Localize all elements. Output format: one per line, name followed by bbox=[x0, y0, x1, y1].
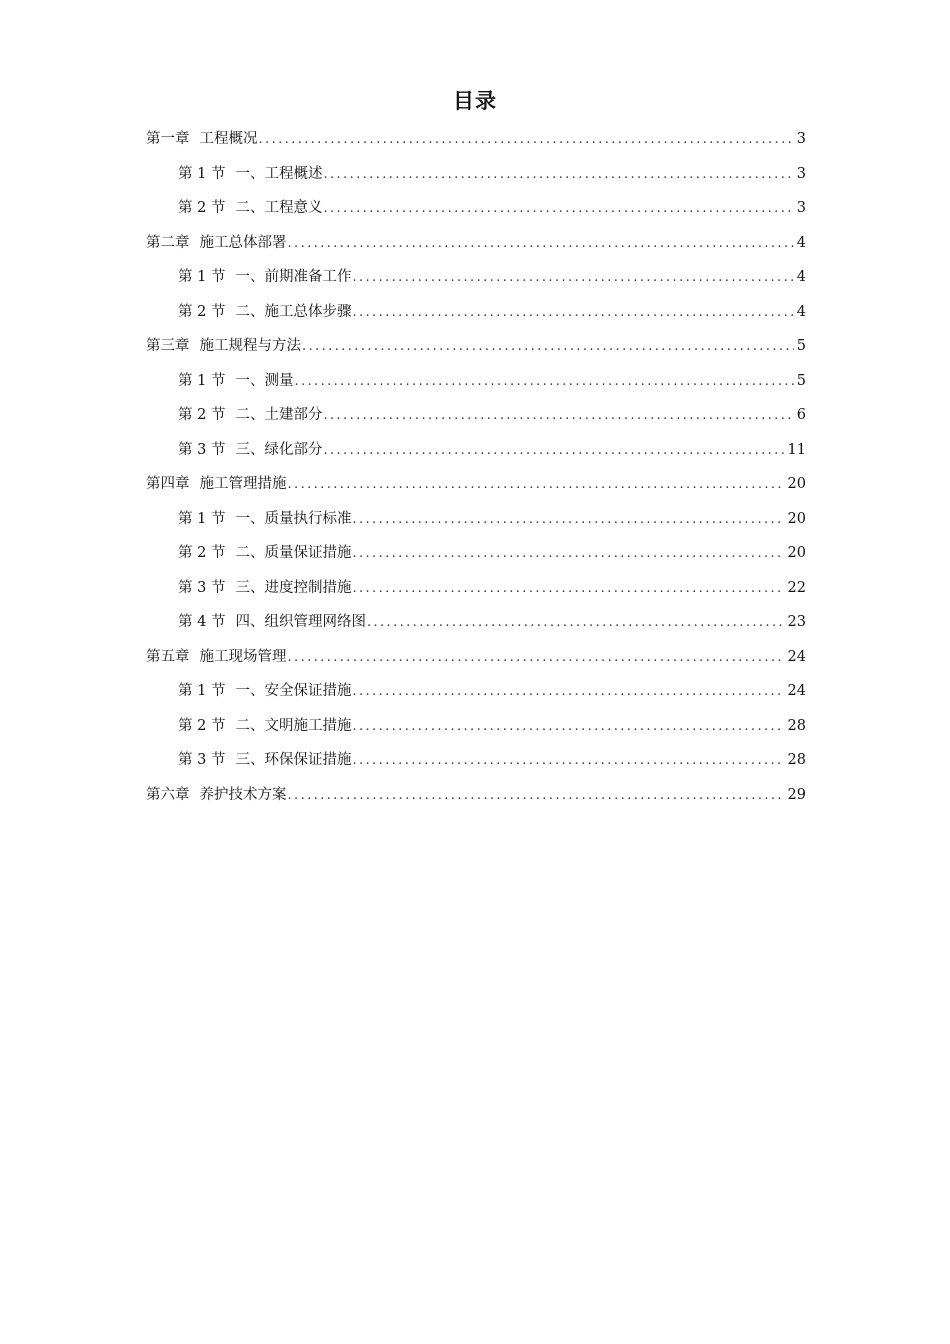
toc-entry-text: 一、测量 bbox=[235, 372, 294, 389]
toc-entry-number: 第 3 节 bbox=[178, 579, 226, 596]
toc-entry-label bbox=[178, 401, 322, 429]
toc-entry-number: 第 3 节 bbox=[178, 752, 226, 768]
toc-entry-label bbox=[146, 229, 287, 257]
toc-section-entry[interactable] bbox=[146, 160, 806, 195]
toc-entry-label bbox=[178, 194, 322, 222]
toc-title: 目录 bbox=[453, 89, 497, 113]
toc-page-number: 29 bbox=[787, 786, 806, 803]
toc-entry-text: 施工规程与方法 bbox=[199, 338, 301, 354]
toc-entry-number: 第 1 节 bbox=[178, 269, 226, 285]
toc-entry-number: 第一章 bbox=[146, 131, 190, 147]
toc-chapter-entry[interactable] bbox=[146, 470, 806, 505]
toc-page-number: 11 bbox=[787, 441, 806, 458]
toc-page-number: 3 bbox=[796, 165, 806, 182]
toc-page-number: 4 bbox=[796, 303, 806, 320]
toc-entry-number: 第 1 节 bbox=[178, 510, 226, 527]
toc-dot-leader bbox=[352, 540, 784, 568]
toc-entry-label bbox=[178, 160, 322, 188]
toc-section-entry[interactable] bbox=[146, 505, 806, 540]
toc-entry-label bbox=[178, 367, 293, 395]
toc-entry-number: 第 3 节 bbox=[178, 441, 226, 458]
toc-entry-label bbox=[178, 574, 351, 602]
toc-entry-text: 一、质量执行标准 bbox=[235, 510, 352, 527]
toc-entry-label bbox=[178, 608, 366, 636]
toc-dot-leader bbox=[288, 230, 794, 258]
toc-dot-leader bbox=[294, 368, 793, 396]
toc-chapter-entry[interactable] bbox=[146, 781, 806, 816]
toc-list bbox=[146, 125, 806, 815]
toc-chapter-entry[interactable] bbox=[146, 643, 806, 678]
toc-entry-number: 第三章 bbox=[146, 338, 190, 354]
toc-dot-leader bbox=[259, 126, 794, 154]
toc-chapter-entry[interactable] bbox=[146, 332, 806, 367]
toc-page-number: 28 bbox=[787, 752, 806, 768]
toc-section-entry[interactable] bbox=[146, 367, 806, 402]
toc-entry-number: 第 2 节 bbox=[178, 545, 226, 561]
toc-entry-label bbox=[146, 125, 258, 153]
toc-entry-label bbox=[178, 712, 351, 740]
toc-dot-leader bbox=[367, 609, 785, 637]
toc-section-entry[interactable] bbox=[146, 574, 806, 609]
toc-entry-number: 第五章 bbox=[146, 648, 190, 665]
toc-entry-text: 施工现场管理 bbox=[199, 648, 287, 665]
toc-entry-number: 第 1 节 bbox=[178, 165, 226, 182]
toc-entry-label bbox=[146, 781, 287, 809]
toc-section-entry[interactable] bbox=[146, 608, 806, 643]
toc-section-entry[interactable] bbox=[146, 712, 806, 747]
toc-entry-number: 第 4 节 bbox=[178, 614, 226, 630]
toc-entry-text: 施工管理措施 bbox=[199, 476, 287, 492]
toc-page-number: 24 bbox=[787, 648, 806, 665]
toc-page-number: 23 bbox=[787, 614, 806, 630]
toc-entry-text: 一、安全保证措施 bbox=[235, 683, 352, 699]
toc-section-entry[interactable] bbox=[146, 746, 806, 781]
toc-entry-label bbox=[178, 677, 351, 705]
toc-entry-number: 第 1 节 bbox=[178, 683, 226, 699]
toc-entry-text: 二、土建部分 bbox=[235, 407, 323, 423]
toc-page-number: 24 bbox=[787, 683, 806, 699]
toc-page-number: 3 bbox=[796, 131, 806, 147]
toc-page-number: 22 bbox=[787, 579, 806, 596]
toc-entry-number: 第 2 节 bbox=[178, 407, 226, 423]
toc-entry-number: 第六章 bbox=[146, 786, 190, 803]
toc-entry-text: 二、质量保证措施 bbox=[235, 545, 352, 561]
toc-dot-leader bbox=[288, 644, 785, 672]
toc-page-number: 5 bbox=[796, 338, 806, 354]
toc-section-entry[interactable] bbox=[146, 194, 806, 229]
toc-section-entry[interactable] bbox=[146, 401, 806, 436]
toc-entry-number: 第二章 bbox=[146, 234, 190, 251]
toc-entry-text: 三、环保保证措施 bbox=[235, 752, 352, 768]
toc-entry-number: 第 2 节 bbox=[178, 717, 226, 734]
toc-dot-leader bbox=[352, 264, 793, 292]
toc-dot-leader bbox=[302, 333, 794, 361]
toc-dot-leader bbox=[323, 161, 793, 189]
toc-section-entry[interactable] bbox=[146, 539, 806, 574]
toc-entry-text: 三、绿化部分 bbox=[235, 441, 323, 458]
toc-page-number: 5 bbox=[796, 372, 806, 389]
toc-entry-label bbox=[146, 332, 301, 360]
toc-page-number: 6 bbox=[796, 407, 806, 423]
toc-dot-leader bbox=[352, 713, 784, 741]
toc-entry-text: 施工总体部署 bbox=[199, 234, 287, 251]
toc-entry-label bbox=[146, 643, 287, 671]
toc-page-number: 20 bbox=[787, 476, 806, 492]
toc-page-number: 4 bbox=[796, 234, 806, 251]
toc-dot-leader bbox=[323, 437, 784, 465]
toc-section-entry[interactable] bbox=[146, 436, 806, 471]
toc-page-number: 28 bbox=[787, 717, 806, 734]
toc-chapter-entry[interactable] bbox=[146, 229, 806, 264]
toc-dot-leader bbox=[352, 506, 784, 534]
toc-entry-label bbox=[178, 263, 351, 291]
toc-entry-text: 四、组织管理网络图 bbox=[235, 614, 366, 630]
toc-entry-label bbox=[178, 298, 351, 326]
toc-entry-label bbox=[178, 505, 351, 533]
toc-dot-leader bbox=[352, 299, 793, 327]
toc-entry-text: 二、文明施工措施 bbox=[235, 717, 352, 734]
toc-dot-leader bbox=[288, 471, 785, 499]
toc-section-entry[interactable] bbox=[146, 263, 806, 298]
toc-page-number: 4 bbox=[796, 269, 806, 285]
toc-dot-leader bbox=[352, 678, 784, 706]
toc-entry-label bbox=[178, 436, 322, 464]
toc-chapter-entry[interactable] bbox=[146, 125, 806, 160]
toc-section-entry[interactable] bbox=[146, 298, 806, 333]
toc-page-number: 20 bbox=[787, 510, 806, 527]
toc-entry-text: 一、前期准备工作 bbox=[235, 269, 352, 285]
toc-entry-number: 第 1 节 bbox=[178, 372, 226, 389]
toc-dot-leader bbox=[323, 402, 793, 430]
toc-entry-label bbox=[178, 539, 351, 567]
toc-page-number: 20 bbox=[787, 545, 806, 561]
toc-section-entry[interactable] bbox=[146, 677, 806, 712]
toc-entry-number: 第 2 节 bbox=[178, 200, 226, 216]
toc-dot-leader bbox=[352, 575, 784, 603]
toc-entry-text: 养护技术方案 bbox=[199, 786, 287, 803]
toc-entry-text: 二、工程意义 bbox=[235, 200, 323, 216]
toc-entry-text: 三、进度控制措施 bbox=[235, 579, 352, 596]
toc-entry-label bbox=[178, 746, 351, 774]
toc-entry-number: 第 2 节 bbox=[178, 303, 226, 320]
toc-dot-leader bbox=[288, 782, 785, 810]
toc-page-number: 3 bbox=[796, 200, 806, 216]
toc-entry-number: 第四章 bbox=[146, 476, 190, 492]
toc-entry-text: 一、工程概述 bbox=[235, 165, 323, 182]
toc-dot-leader bbox=[352, 747, 784, 775]
toc-entry-label bbox=[146, 470, 287, 498]
toc-entry-text: 工程概况 bbox=[199, 131, 258, 147]
toc-dot-leader bbox=[323, 195, 793, 223]
toc-entry-text: 二、施工总体步骤 bbox=[235, 303, 352, 320]
